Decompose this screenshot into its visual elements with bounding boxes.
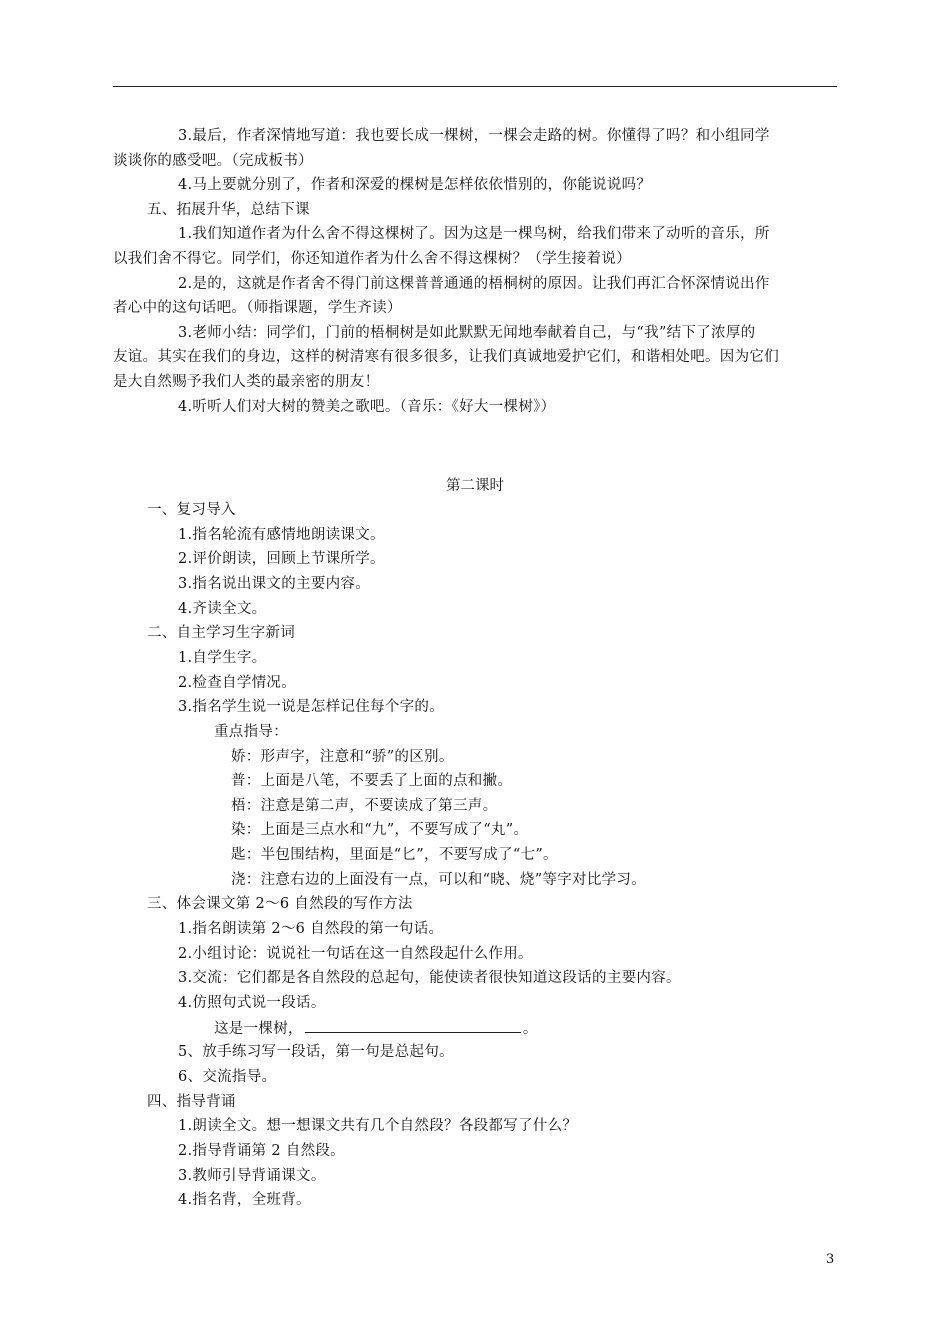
line-text: 4.马上要就分别了，作者和深爱的棵树是怎样依依惜别的，你能说说吗？ xyxy=(178,177,652,194)
text-line xyxy=(214,722,288,742)
text-line xyxy=(178,944,533,964)
line-text: 2.评价朗读，回顾上节课所学。 xyxy=(178,551,385,568)
text-line xyxy=(178,1042,454,1062)
text-line xyxy=(178,175,651,195)
line-text: 以我们舍不得它。同学们，你还知道作者为什么舍不得这棵树？（学生接着说） xyxy=(113,251,631,267)
line-suffix: 。 xyxy=(522,1020,538,1037)
line-text: 3.教师引导背诵课文。 xyxy=(178,1167,326,1184)
line-text: 1.朗读全文。想一想课文共有几个自然段？各段都写了什么？ xyxy=(178,1118,578,1135)
line-text: 1.自学生字。 xyxy=(178,649,267,666)
text-line xyxy=(178,525,385,545)
line-text: 四、指导背诵 xyxy=(147,1093,236,1110)
line-text: 三、体会课文第 2～6 自然段的写作方法 xyxy=(147,896,413,913)
line-text: 重点指导： xyxy=(214,723,288,740)
line-text: 匙：半包围结构，里面是“匕”，不要写成了“七”。 xyxy=(231,847,558,864)
line-text: 1.指名朗读第 2～6 自然段的第一句话。 xyxy=(178,921,444,938)
line-text: 谈谈你的感受吧。（完成板书） xyxy=(113,152,313,169)
line-text: 2.指导背诵第 2 自然段。 xyxy=(178,1142,345,1159)
text-line xyxy=(147,200,310,220)
text-line xyxy=(178,323,755,343)
text-line xyxy=(178,1067,276,1087)
text-line xyxy=(178,397,555,417)
header-rule xyxy=(113,86,837,87)
line-text: 1.指名轮流有感情地朗读课文。 xyxy=(178,526,385,543)
line-text: 4.指名背，全班背。 xyxy=(178,1192,311,1209)
text-line xyxy=(178,919,443,939)
text-line xyxy=(178,1190,311,1210)
line-text: 一、复习导入 xyxy=(147,502,236,518)
line-text: 3.老师小结：同学们，门前的梧桐树是如此默默无闻地奉献着自己，与“我”结下了浓厚的 xyxy=(178,324,756,341)
text-line xyxy=(178,599,266,619)
text-line xyxy=(147,623,295,643)
text-line xyxy=(231,820,528,840)
line-text: 这是一棵树， xyxy=(214,1020,303,1037)
text-line xyxy=(178,697,444,717)
text-line xyxy=(214,1018,538,1039)
text-line xyxy=(113,347,779,367)
line-text: 娇：形声字，注意和“骄”的区别。 xyxy=(231,748,454,765)
text-line xyxy=(178,549,385,569)
text-line xyxy=(178,673,296,693)
text-line xyxy=(178,274,770,294)
line-text: 五、拓展升华，总结下课 xyxy=(147,201,310,218)
text-line xyxy=(147,1092,236,1112)
text-line xyxy=(178,993,326,1013)
text-line xyxy=(178,968,681,988)
text-line xyxy=(113,249,631,269)
text-line xyxy=(178,1166,326,1186)
text-line xyxy=(113,298,402,318)
line-text: 6、交流指导。 xyxy=(178,1068,277,1085)
text-line xyxy=(231,870,646,890)
text-line xyxy=(113,372,379,392)
line-text: 2.是的，这就是作者舍不得门前这棵普普通通的梧桐树的原因。让我们再汇合怀深情说出作 xyxy=(178,275,770,292)
line-text: 友谊。其实在我们的身边，这样的树清寒有很多很多，让我们真诚地爱护它们，和谐相处吧。因为它们 xyxy=(113,349,779,366)
line-text: 4.齐读全文。 xyxy=(178,600,267,617)
text-line xyxy=(231,771,512,791)
text-line xyxy=(147,894,413,914)
text-line xyxy=(147,500,236,520)
line-text: 是大自然赐予我们人类的最亲密的朋友！ xyxy=(113,374,380,390)
line-text: 3.指名说出课文的主要内容。 xyxy=(178,575,371,592)
text-line xyxy=(178,1141,345,1161)
line-text: 二、自主学习生字新词 xyxy=(147,625,295,642)
text-line xyxy=(178,1116,577,1136)
text-line xyxy=(231,845,558,865)
line-text: 染：上面是三点水和“九”，不要写成了“丸”。 xyxy=(231,822,529,839)
line-text: 3.指名学生说一说是怎样记住每个字的。 xyxy=(178,699,445,716)
line-text: 普：上面是八笔，不要丢了上面的点和撇。 xyxy=(231,773,513,790)
line-text: 4.仿照句式说一段话。 xyxy=(178,995,326,1011)
line-text: 2.检查自学情况。 xyxy=(178,674,297,691)
line-text: 1.我们知道作者为什么舍不得这棵树了。因为这是一棵鸟树，给我们带来了动听的音乐，所 xyxy=(178,226,770,243)
fill-in-blank xyxy=(305,1018,521,1033)
line-text: 4.听听人们对大树的赞美之歌吧。（音乐：《好大一棵树》） xyxy=(178,398,556,415)
text-line xyxy=(113,151,313,171)
line-text: 梧：注意是第二声，不要读成了第三声。 xyxy=(231,797,498,814)
text-line xyxy=(178,126,770,146)
line-text: 3.交流：它们都是各自然段的总起句，能使读者很快知道这段话的主要内容。 xyxy=(178,970,681,987)
text-line xyxy=(231,796,497,816)
section-title: 第二课时 xyxy=(446,478,504,494)
line-text: 者心中的这句话吧。（师指课题，学生齐读） xyxy=(113,300,402,317)
line-text: 2.小组讨论：说说社一句话在这一自然段起什么作用。 xyxy=(178,945,533,962)
line-text: 3.最后，作者深情地写道：我也要长成一棵树，一棵会走路的树。你懂得了吗？和小组同学 xyxy=(178,128,770,144)
text-line xyxy=(178,574,370,594)
text-line xyxy=(178,648,266,668)
line-text: 5、放手练习写一段话，第一句是总起句。 xyxy=(178,1044,454,1061)
text-line xyxy=(178,224,770,244)
line-text: 浇：注意右边的上面没有一点，可以和“晓、烧”等字对比学习。 xyxy=(231,871,647,888)
page-number: 3 xyxy=(826,1252,835,1267)
text-line xyxy=(231,747,454,767)
